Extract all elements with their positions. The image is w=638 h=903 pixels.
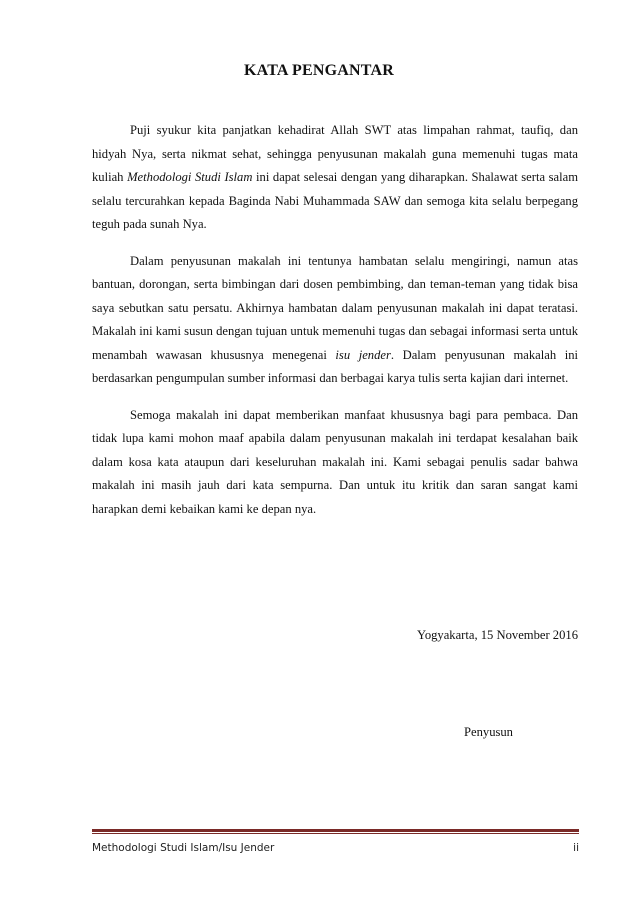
page-title: KATA PENGANTAR [244,62,394,79]
page-footer [92,842,579,854]
footer-title: Methodologi Studi Islam/Isu Jender [92,842,275,854]
document-body [92,119,578,534]
paragraph-1-text-cont: ini dapat selesai dengan yang diharapkan. Shalawat serta salam selalu tercurahkan kepada Baginda Nabi Muhammada SAW dan semoga kita selalu berpegang teguh pada sunah Nya. [92,170,578,231]
paragraph-3-text: Semoga makalah ini dapat memberikan manfaat khususnya bagi para pembaca. Dan tidak lupa kami mohon maaf apabila dalam penyusunan makalah ini terdapat kesalahan baik dalam kosa kata ataupun dari keseluruhan makalah ini. Kami sebagai penulis sadar bahwa makalah ini masih jauh dari kata sempurna. Dan untuk itu kritik dan saran sangat kami harapkan demi kebaikan kami ke depan nya. [92,407,578,516]
paragraph-1-text: Puji syukur kita panjatkan kehadirat Allah SWT atas limpahan rahmat, taufiq, dan hidyah Nya, serta nikmat sehat, sehingga penyusunan makalah guna memenuhi tugas mata kuliah [92,123,578,184]
paragraph-2-text: Dalam penyusunan makalah ini tentunya hambatan selalu mengiringi, namun atas bantuan, dorongan, serta bimbingan dari dosen pembimbing, dan teman-teman yang tidak bisa saya sebutkan satu persatu. Akhirnya hambatan dalam penyusunan makalah ini dapat teratasi. Makalah ini kami susun dengan tujuan untuk memenuhi tugas dan sebagai informasi serta untuk menambah wawasan khususnya menegenai [92,253,578,362]
footer-rule-thin [92,833,579,834]
paragraph-2 [92,250,578,391]
signer-label: Penyusun [464,725,513,739]
place-date: Yogyakarta, 15 November 2016 [416,628,578,642]
paragraph-1 [92,119,578,237]
page-number: ii [573,842,579,854]
topic-term: isu jender [335,347,391,362]
paragraph-2-text-cont: . Dalam penyusunan makalah ini berdasarkan pengumpulan sumber informasi dan berbagai karya tulis serta kajian dari internet. [92,347,578,385]
course-name: Methodologi Studi Islam [127,170,253,184]
paragraph-3 [92,404,578,522]
footer-rule-thick [92,829,579,832]
